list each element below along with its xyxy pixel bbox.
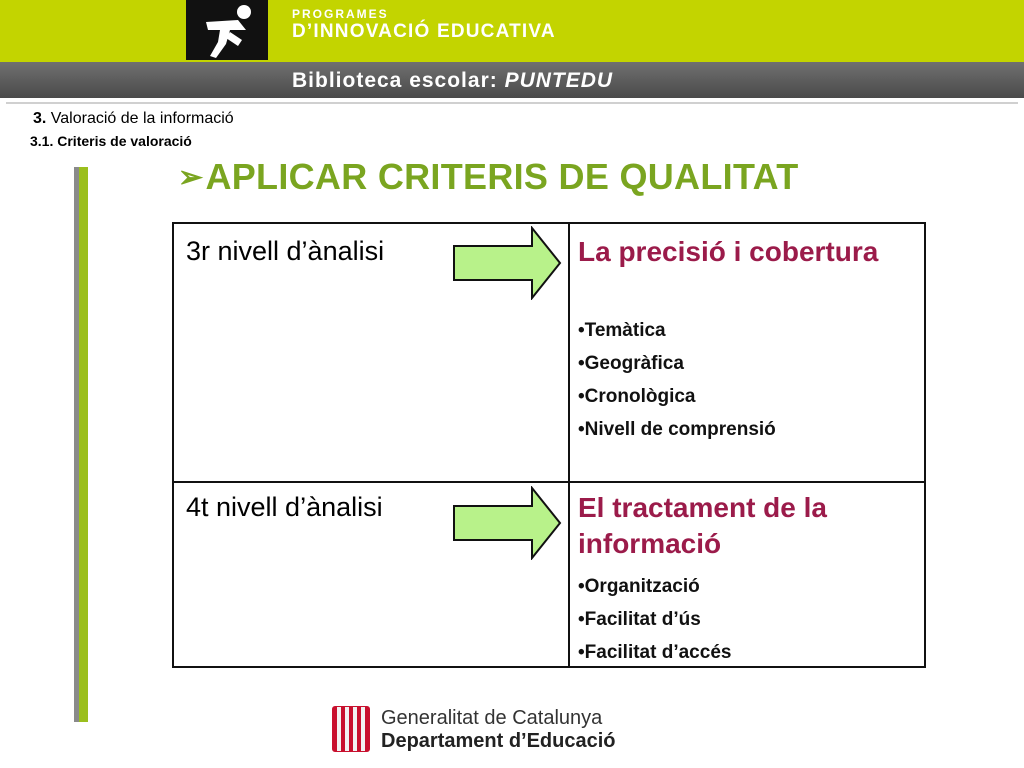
criteria-table — [172, 222, 926, 668]
brand-line1: PROGRAMES — [292, 7, 389, 21]
criterion-list — [578, 570, 731, 669]
catalan-flag-emblem-icon — [332, 706, 370, 752]
header-bar — [0, 0, 1024, 62]
breadcrumb-subsection: 3.1. Criteris de valoració — [30, 133, 192, 149]
table-column-divider — [568, 224, 570, 666]
page-title-text: APLICAR CRITERIS DE QUALITAT — [205, 156, 799, 197]
section-title: Valoració de la informació — [50, 110, 234, 127]
criterion-title: La precisió i cobertura — [578, 236, 879, 267]
page-title — [178, 156, 799, 198]
breadcrumb-section — [33, 110, 234, 128]
left-accent-bar — [74, 167, 88, 722]
running-figure-icon — [186, 0, 268, 60]
list-item: •Geogràfica — [578, 353, 684, 374]
right-arrow-icon — [452, 486, 562, 560]
footer-department: Departament d’Educació — [381, 730, 616, 752]
level-label: 3r nivell d’ànalisi — [186, 236, 385, 266]
criterion-title: El tractament de la informació — [578, 492, 827, 559]
table-row-divider — [174, 481, 924, 483]
list-item: •Facilitat d’accés — [578, 642, 732, 663]
list-item: •Organització — [578, 576, 700, 597]
criterion-list — [578, 314, 776, 446]
list-item: •Facilitat d’ús — [578, 609, 701, 630]
subtitle-name: PUNTEDU — [504, 69, 614, 92]
list-item: •Temàtica — [578, 320, 666, 341]
subtitle — [292, 69, 613, 93]
list-item: •Nivell de comprensió — [578, 419, 776, 440]
arrowhead-bullet-icon: ➢ — [178, 161, 204, 194]
subtitle-prefix: Biblioteca escolar: — [292, 69, 498, 92]
divider — [6, 102, 1018, 104]
brand-line2: D’INNOVACIÓ EDUCATIVA — [292, 21, 556, 42]
list-item: •Cronològica — [578, 386, 696, 407]
footer-organization: Generalitat de Catalunya — [381, 707, 603, 729]
level-label: 4t nivell d’ànalisi — [186, 492, 383, 522]
subtitle-bar — [0, 62, 1024, 98]
section-number: 3. — [33, 110, 47, 127]
right-arrow-icon — [452, 226, 562, 300]
